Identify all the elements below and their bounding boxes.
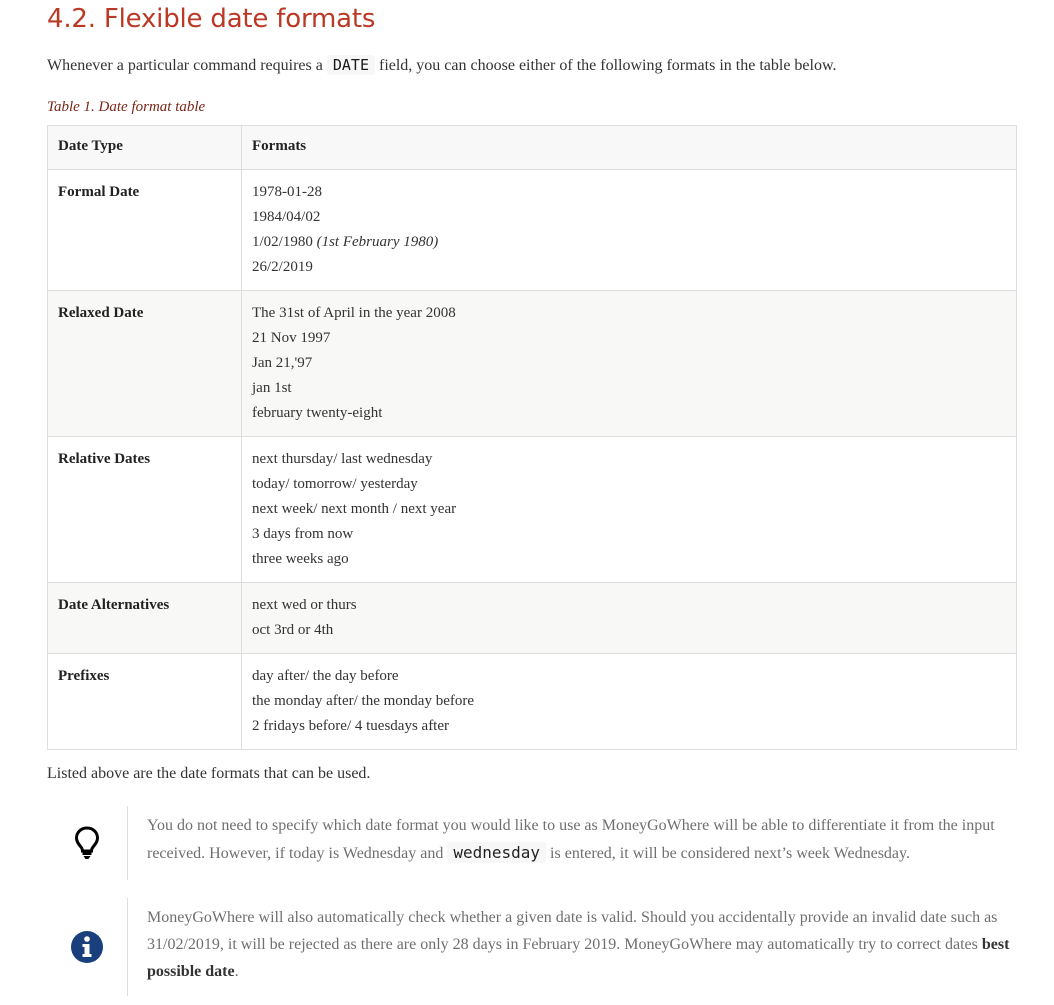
row-formats bbox=[242, 437, 1017, 583]
tip-icon-cell bbox=[47, 806, 127, 880]
row-type: Relaxed Date bbox=[48, 291, 242, 437]
table-row bbox=[48, 291, 1017, 437]
date-format-table bbox=[47, 125, 1017, 750]
tip-text-after: is entered, it will be considered next’s week Wednesday. bbox=[550, 845, 910, 862]
format-line: 26/2/2019 bbox=[252, 259, 313, 275]
format-line: 1984/04/02 bbox=[252, 209, 321, 225]
intro-text-before: Whenever a particular command requires a bbox=[47, 57, 323, 74]
row-type: Relative Dates bbox=[48, 437, 242, 583]
row-formats bbox=[242, 583, 1017, 654]
header-formats: Formats bbox=[242, 126, 1017, 170]
table-row bbox=[48, 437, 1017, 583]
note-admonition bbox=[47, 898, 1017, 996]
row-type: Prefixes bbox=[48, 654, 242, 750]
table-header-row bbox=[48, 126, 1017, 170]
note-text bbox=[127, 898, 1017, 996]
format-line: next week/ next month / next year bbox=[252, 501, 457, 517]
table-caption: Table 1. Date format table bbox=[47, 99, 206, 115]
format-line: 21 Nov 1997 bbox=[252, 330, 331, 346]
format-line: today/ tomorrow/ yesterday bbox=[252, 476, 418, 492]
intro-paragraph bbox=[47, 52, 836, 79]
row-formats bbox=[242, 654, 1017, 750]
format-value: 1/02/1980 bbox=[252, 234, 313, 250]
format-line: 3 days from now bbox=[252, 526, 354, 542]
format-line: Jan 21,'97 bbox=[252, 355, 313, 371]
tip-admonition bbox=[47, 806, 1017, 880]
note-text-after: . bbox=[234, 963, 239, 980]
format-line: 1978-01-28 bbox=[252, 184, 322, 200]
format-line: oct 3rd or 4th bbox=[252, 622, 334, 638]
lightbulb-icon bbox=[74, 826, 100, 860]
format-line: day after/ the day before bbox=[252, 668, 399, 684]
format-line: february twenty-eight bbox=[252, 405, 383, 421]
format-note: (1st February 1980) bbox=[316, 234, 439, 250]
format-line: next wed or thurs bbox=[252, 597, 357, 613]
row-type: Date Alternatives bbox=[48, 583, 242, 654]
row-formats bbox=[242, 170, 1017, 291]
tip-text-before: You do not need to specify which date format you would like to use as MoneyGoWhere will be able to differentiate it from the input received. However, if today is Wednesday and bbox=[147, 817, 995, 862]
note-text-before: MoneyGoWhere will also automatically check whether a given date is valid. Should you accidentally provide an invalid date such as 31/02/2019, it will be rejected as there are only 28 days in February 2019. MoneyGoWhere may automatically try to correct dates bbox=[147, 909, 998, 953]
note-bold: best possible date bbox=[147, 936, 1010, 980]
row-formats bbox=[242, 291, 1017, 437]
format-line: 2 fridays before/ 4 tuesdays after bbox=[252, 718, 450, 734]
intro-text-after: field, you can choose either of the following formats in the table below. bbox=[378, 57, 837, 74]
table-row bbox=[48, 654, 1017, 750]
row-type: Formal Date bbox=[48, 170, 242, 291]
format-line: the monday after/ the monday before bbox=[252, 693, 474, 709]
tip-code: wednesday bbox=[447, 842, 546, 863]
header-date-type: Date Type bbox=[48, 126, 242, 170]
format-line: next thursday/ last wednesday bbox=[252, 451, 433, 467]
format-line bbox=[252, 230, 1006, 255]
format-line: three weeks ago bbox=[252, 551, 349, 567]
section-title: 4.2. Flexible date formats bbox=[47, 4, 376, 34]
tip-text bbox=[127, 806, 1017, 880]
table-row bbox=[48, 583, 1017, 654]
format-line: jan 1st bbox=[252, 380, 292, 396]
intro-code: DATE bbox=[327, 55, 375, 75]
table-row bbox=[48, 170, 1017, 291]
format-line: The 31st of April in the year 2008 bbox=[252, 305, 456, 321]
note-icon-cell bbox=[47, 898, 127, 996]
summary-paragraph: Listed above are the date formats that can be used. bbox=[47, 765, 371, 782]
info-icon bbox=[70, 930, 104, 964]
